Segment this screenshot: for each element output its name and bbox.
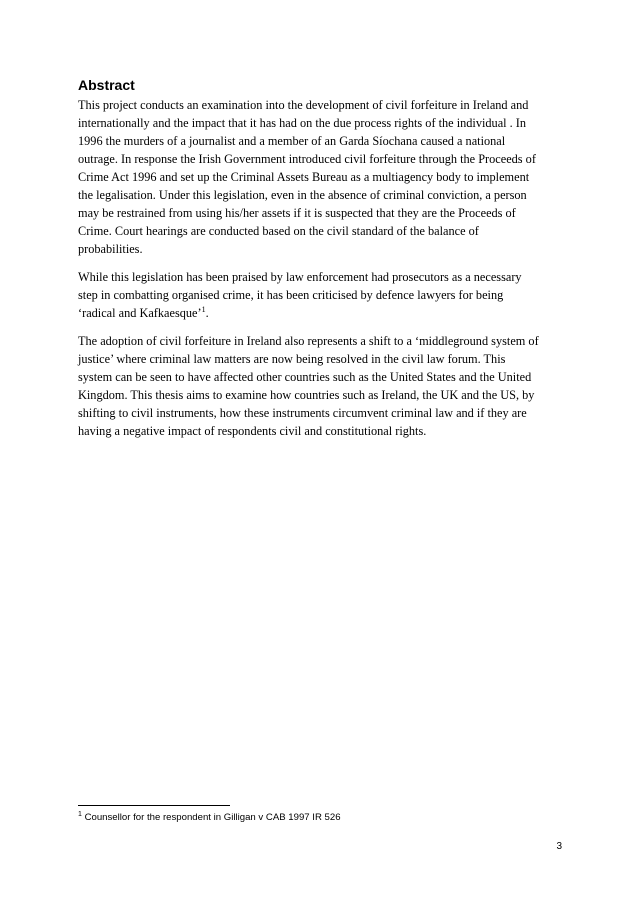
footnote-reference[interactable]: 1 [201, 304, 206, 314]
footnote-number: 1 [78, 810, 82, 818]
abstract-body [78, 96, 568, 450]
text-line: While this legislation has been praised by law enforcement had prosecutors as a necessary [78, 270, 522, 284]
text-line: Kingdom. This thesis aims to examine how countries such as Ireland, the UK and the US, by [78, 388, 535, 402]
text-line: This project conducts an examination into the development of civil forfeiture in Ireland and [78, 98, 529, 112]
text-line: 1996 the murders of a journalist and a member of an Garda Síochana caused a national [78, 134, 506, 148]
text-line: Crime Act 1996 and set up the Criminal Assets Bureau as a multiagency body to implement [78, 170, 530, 184]
text-line: justice’ where criminal law matters are now being resolved in the civil law forum. This [78, 352, 506, 366]
text-line: probabilities. [78, 242, 143, 256]
paragraph-3 [78, 332, 568, 440]
text-line: system can be seen to have affected other countries such as the United States and the United [78, 370, 532, 384]
footnote [78, 811, 341, 825]
text-fragment: ‘radical and Kafkaesque’ [78, 306, 202, 320]
paragraph-2 [78, 268, 568, 322]
paragraph-1 [78, 96, 568, 258]
text-line: the legalisation. Under this legislation, even in the absence of criminal conviction, a person [78, 188, 527, 202]
footnote-text: Counsellor for the respondent in Gilligan v CAB 1997 IR 526 [81, 812, 341, 823]
text-line: may be restrained from using his/her assets if it is suspected that they are the Proceeds of [78, 206, 516, 220]
page-number: 3 [556, 841, 562, 852]
abstract-heading: Abstract [78, 77, 135, 93]
text-line: internationally and the impact that it has had on the due process rights of the individual . In [78, 116, 527, 130]
footnote-separator [78, 805, 230, 806]
text-line: Crime. Court hearings are conducted based on the civil standard of the balance of [78, 224, 479, 238]
text-line: step in combatting organised crime, it has been criticised by defence lawyers for being [78, 288, 504, 302]
text-line [78, 304, 568, 322]
text-fragment: . [205, 306, 209, 320]
text-line: The adoption of civil forfeiture in Ireland also represents a shift to a ‘middleground system of [78, 334, 539, 348]
text-line: having a negative impact of respondents civil and constitutional rights. [78, 424, 427, 438]
text-line: shifting to civil instruments, how these instruments circumvent criminal law and if they are [78, 406, 527, 420]
text-line: outrage. In response the Irish Government introduced civil forfeiture through the Proceeds of [78, 152, 536, 166]
